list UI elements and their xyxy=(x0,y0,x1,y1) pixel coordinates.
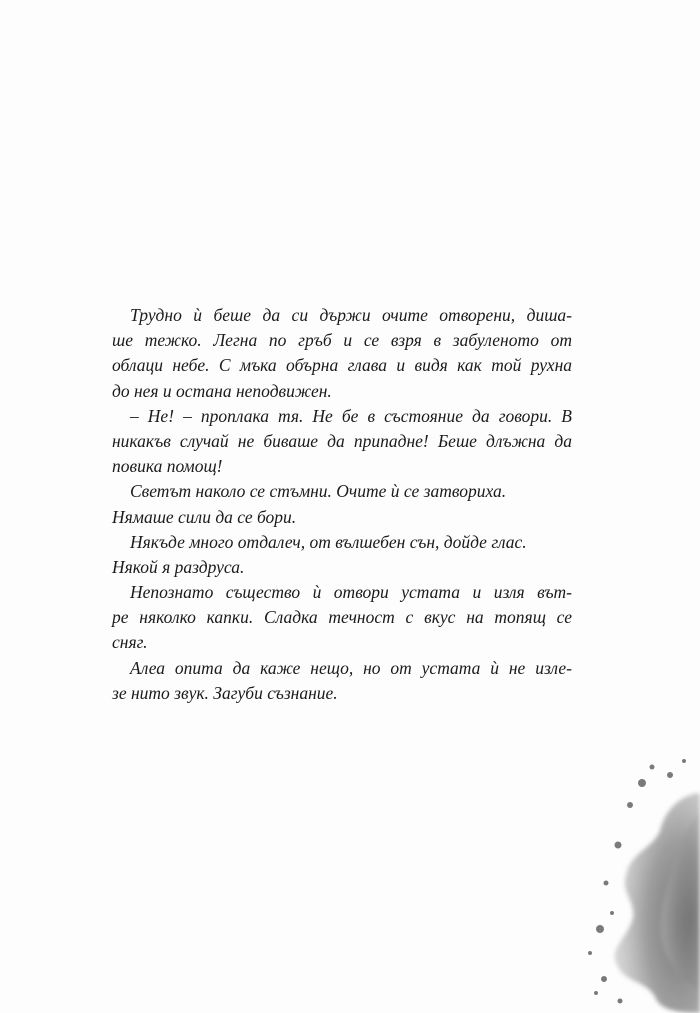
text-line: Алеа опита да каже нещо, но от устата ѝ не изле- xyxy=(130,657,572,678)
text-line: сняг. xyxy=(112,632,148,653)
text-line: Светът наколо се стъмни. Очите ѝ се затвориха. xyxy=(130,481,507,502)
text-line: зе нито звук. Загуби съзнание. xyxy=(112,682,338,703)
text-line: до нея и остана неподвижен. xyxy=(112,380,332,401)
text-line: Трудно ѝ беше да си държи очите отворени, диша- xyxy=(130,305,572,325)
text-line: – Не! – проплака тя. Не бе в състояние да говори. В xyxy=(130,405,572,426)
text-line: Непознато същество ѝ отвори устата и изля вът- xyxy=(130,582,572,603)
story-text xyxy=(112,303,572,706)
ink-splash-icon xyxy=(560,753,700,1013)
text-line: ше тежко. Легна по гръб и се взря в забуленото от xyxy=(112,330,572,351)
text-line: Някъде много отдалеч, от вълшебен сън, дойде глас. xyxy=(130,531,527,552)
text-line: Някой я раздруса. xyxy=(112,556,245,577)
text-line: повика помощ! xyxy=(112,456,223,477)
text-line: ре няколко капки. Сладка течност с вкус на топящ се xyxy=(112,607,572,628)
text-line: Нямаше сили да се бори. xyxy=(112,506,297,527)
text-line: никакъв случай не биваше да припадне! Беше длъжна да xyxy=(112,430,572,451)
text-line: облаци небе. С мъка обърна глава и видя как той рухна xyxy=(112,355,572,376)
